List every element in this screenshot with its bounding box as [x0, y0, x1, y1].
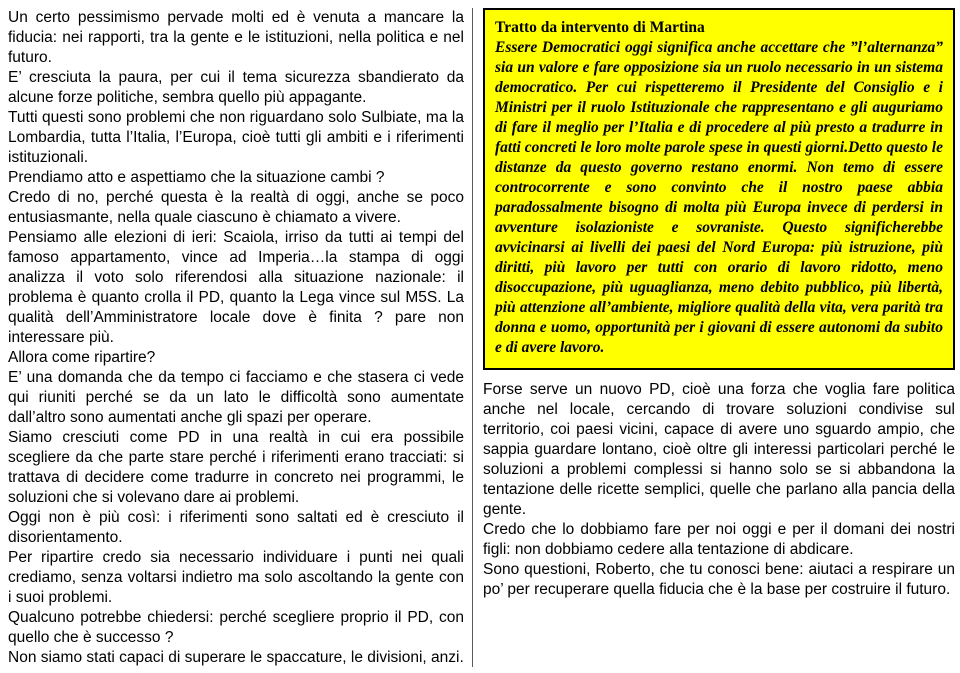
text-paragraph: Forse serve un nuovo PD, cioè una forza che voglia fare politica anche nel locale, cercando di trovare soluzioni condivise sul territorio, coi paesi vicini, capace di avere uno sguardo ampio, che sappia guardare lontano, cioè oltre gli interessi particolari perché le soluzioni a problemi complessi si hanno solo se si abbandona la tentazione delle ricette semplici, quelle che parlano alla pancia della gente. [483, 381, 955, 518]
text-paragraph: Credo di no, perché questa è la realtà di oggi, anche se poco entusiasmante, nella quale ciascuno è chiamato a vivere. [8, 189, 464, 226]
left-text-column [8, 8, 472, 667]
text-paragraph: Prendiamo atto e aspettiamo che la situazione cambi ? [8, 169, 385, 186]
text-paragraph: E’ una domanda che da tempo ci facciamo e che stasera ci vede qui riuniti perché se da un lato le difficoltà sono aumentate dall’altro sono aumentati anche gli spazi per operare. [8, 369, 464, 426]
quote-lead-phrase: Essere Democratici [495, 39, 621, 56]
text-paragraph: Siamo cresciuti come PD in una realtà in cui era possibile scegliere da che parte stare perché i riferimenti erano tracciati: si trattava di decidere come tradurre in concreto nei programmi, le soluzioni che si volevano dare ai problemi. [8, 429, 464, 506]
text-paragraph: Un certo pessimismo pervade molti ed è venuta a mancare la fiducia: nei rapporti, tra la gente e le istituzioni, nella politica e nel futuro. [8, 9, 464, 66]
text-paragraph: Credo che lo dobbiamo fare per noi oggi e per il domani dei nostri figli: non dobbiamo cedere alla tentazione di abdicare. [483, 521, 955, 558]
text-paragraph: Per ripartire credo sia necessario individuare i punti nei quali crediamo, senza voltarsi indietro ma solo ascoltando la gente con i suoi problemi. [8, 549, 464, 606]
text-paragraph: Allora come ripartire? [8, 349, 156, 366]
right-text-column [473, 8, 955, 667]
text-paragraph: Non siamo stati capaci di superare le spaccature, le divisioni, anzi. [8, 649, 464, 666]
text-paragraph: Oggi non è più così: i riferimenti sono saltati ed è cresciuto il disorientamento. [8, 509, 464, 546]
highlighted-quote-box [483, 8, 955, 370]
text-paragraph: Sono questioni, Roberto, che tu conosci bene: aiutaci a respirare un po’ per recuperare quella fiducia che è la base per costruire il futuro. [483, 561, 955, 598]
quote-body [495, 38, 943, 358]
text-paragraph: Pensiamo alle elezioni di ieri: Scaiola, irriso da tutti ai tempi del famoso appartamento, vince ad Imperia…la stampa di oggi analizza il voto solo riferendosi alla situazione nazionale: il problema è quanto crolla il PD, quanto la Lega vince sul M5S. La qualità dell’Amministratore locale dove è finita ? pare non interessare più. [8, 229, 464, 346]
text-paragraph: Qualcuno potrebbe chiedersi: perché scegliere proprio il PD, con quello che è successo ? [8, 609, 464, 646]
quote-body-text: oggi significa anche accettare che ”l’alternanza” sia un valore e fare opposizione sia un ruolo necessario in un sistema democratico. Per cui rispetteremo il Presidente del Consiglio e i Ministri per il ruolo Istituzionale che rappresentano e gli auguriamo di fare il meglio per l’Italia e di procedere al più presto a tradurre in fatti concreti le loro molte parole spese in questi giorni.Detto questo le distanze da questo governo restano enormi. Non temo di essere controcorrente e sono convinto che il nostro paese abbia paradossalmente bisogno di molta più Europa invece di perdersi in avventure isolazioniste e sovraniste. Questo significherebbe avvicinarsi ai livelli dei paesi del Nord Europa: più istruzione, più diritti, più lavoro per tutti con orario di lavoro ridotto, meno disoccupazione, più uguaglianza, meno debito pubblico, più libertà, più attenzione all’ambiente, migliore qualità della vita, vera parità tra donna e uomo, opportunità per i giovani di essere autonomi da subito e di avere lavoro. [495, 39, 943, 356]
quote-title: Tratto da intervento di Martina [495, 19, 705, 36]
text-paragraph: E’ cresciuta la paura, per cui il tema sicurezza sbandierato da alcune forze politiche, sembra quello più appagante. [8, 69, 464, 106]
text-paragraph: Tutti questi sono problemi che non riguardano solo Sulbiate, ma la Lombardia, tutta l’Italia, l’Europa, cioè tutti gli ambiti e i riferimenti istituzionali. [8, 109, 464, 166]
